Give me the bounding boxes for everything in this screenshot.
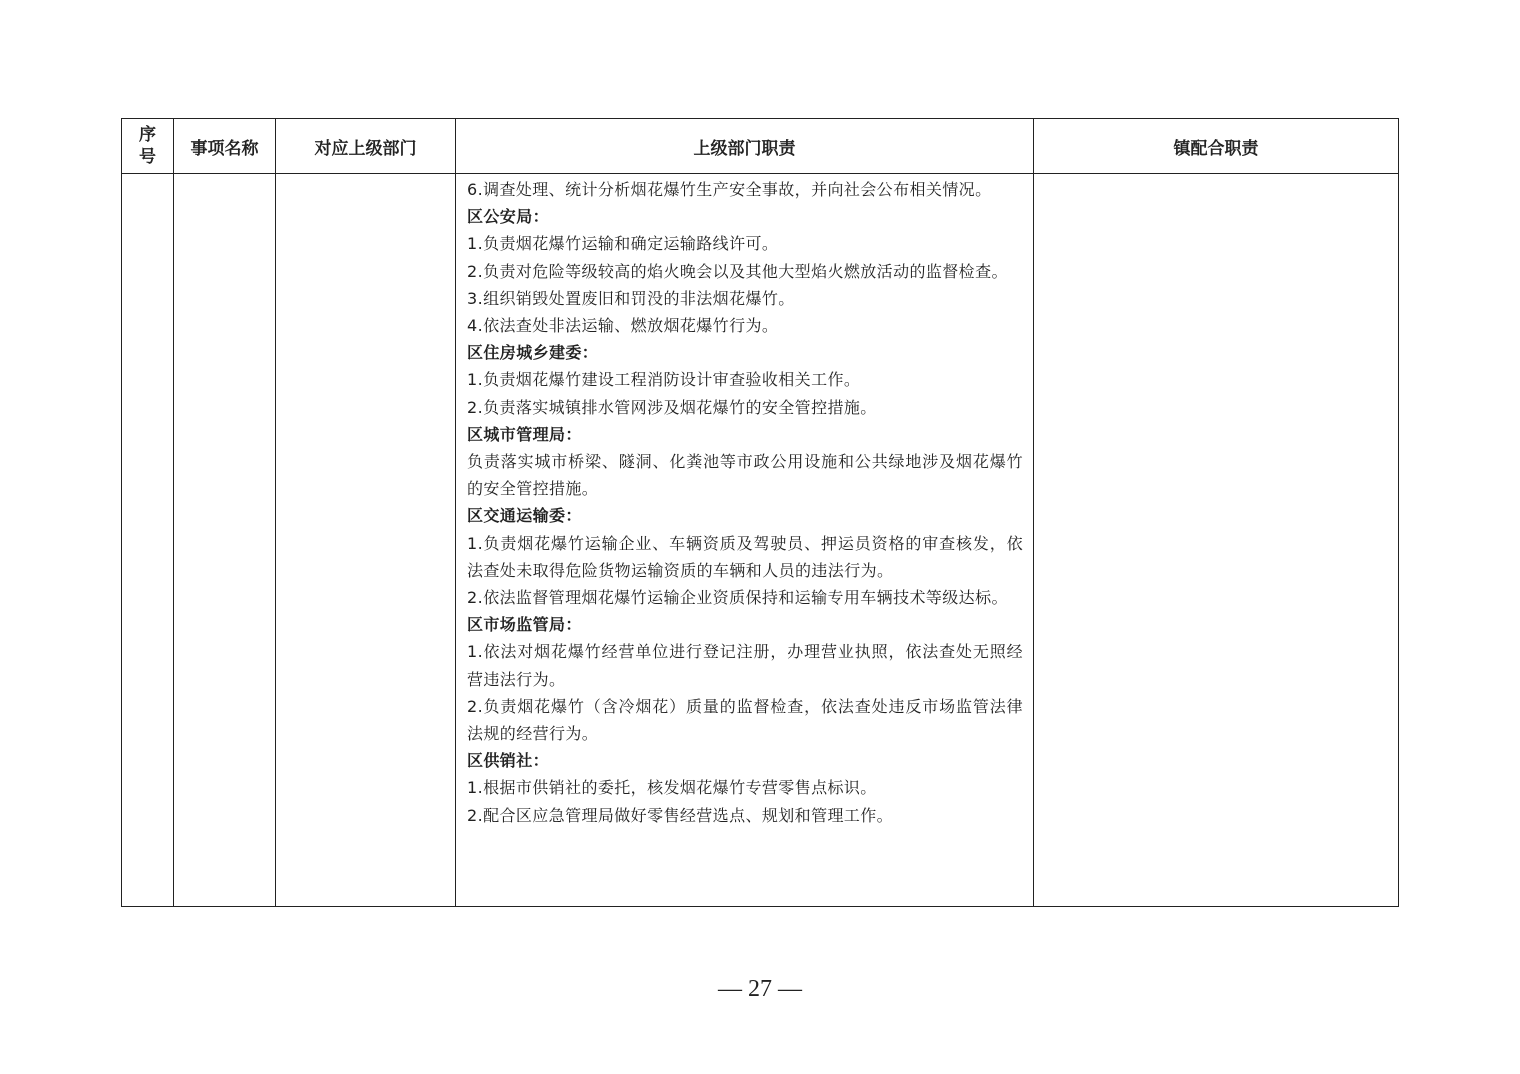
duty-item: 2.负责落实城镇排水管网涉及烟花爆竹的安全管控措施。 [467, 397, 877, 417]
table-header-row [122, 119, 1399, 174]
duty-item: 2.负责对危险等级较高的焰火晚会以及其他大型焰火燃放活动的监督检查。 [467, 261, 1008, 281]
table-row [122, 174, 1399, 907]
page-number: — 27 — [718, 976, 802, 1002]
cell-seq [122, 174, 174, 907]
dept-heading: 区城市管理局： [467, 424, 582, 444]
cell-upper-duties [456, 174, 1034, 907]
duty-item: 6.调查处理、统计分析烟花爆竹生产安全事故，并向社会公布相关情况。 [467, 180, 992, 199]
dept-heading: 区公安局： [467, 207, 550, 227]
duty-item: 4.依法查处非法运输、燃放烟花爆竹行为。 [467, 316, 779, 336]
duty-item: 1.根据市供销社的委托，核发烟花爆竹专营零售点标识。 [467, 778, 877, 798]
header-seq-label: 序号 [139, 125, 156, 167]
duty-item: 1.负责烟花爆竹运输企业、车辆资质及驾驶员、押运员资格的审查核发，依法查处未取得危险货物运输资质的车辆和人员的违法行为。 [467, 533, 1023, 580]
duty-item: 2.配合区应急管理局做好零售经营选点、规划和管理工作。 [467, 805, 894, 825]
header-upper-dept: 对应上级部门 [276, 119, 456, 174]
dept-heading: 区住房城乡建委： [467, 343, 599, 363]
cell-town-duties [1034, 174, 1399, 907]
duty-item: 1.依法对烟花爆竹经营单位进行登记注册，办理营业执照，依法查处无照经营违法行为。 [467, 642, 1023, 689]
cell-item-name [174, 174, 276, 907]
header-upper-duties: 上级部门职责 [456, 119, 1034, 174]
dept-heading: 区市场监管局： [467, 615, 582, 635]
header-seq [122, 119, 174, 174]
duty-item: 2.依法监督管理烟花爆竹运输企业资质保持和运输专用车辆技术等级达标。 [467, 588, 1008, 608]
duty-item: 3.组织销毁处置废旧和罚没的非法烟花爆竹。 [467, 288, 795, 308]
duties-table [121, 118, 1399, 907]
duty-item: 2.负责烟花爆竹（含冷烟花）质量的监督检查，依法查处违反市场监管法律法规的经营行为。 [467, 696, 1023, 744]
duty-item: 1.负责烟花爆竹建设工程消防设计审查验收相关工作。 [467, 370, 861, 390]
dept-heading: 区交通运输委： [467, 506, 582, 526]
duty-item: 负责落实城市桥梁、隧洞、化粪池等市政公用设施和公共绿地涉及烟花爆竹的安全管控措施。 [467, 452, 1023, 499]
duties-list [467, 176, 1023, 829]
cell-upper-dept [276, 174, 456, 907]
duty-item: 1.负责烟花爆竹运输和确定运输路线许可。 [467, 234, 779, 254]
header-town-duties: 镇配合职责 [1034, 119, 1399, 174]
header-item-name: 事项名称 [174, 119, 276, 174]
dept-heading: 区供销社： [467, 751, 550, 771]
